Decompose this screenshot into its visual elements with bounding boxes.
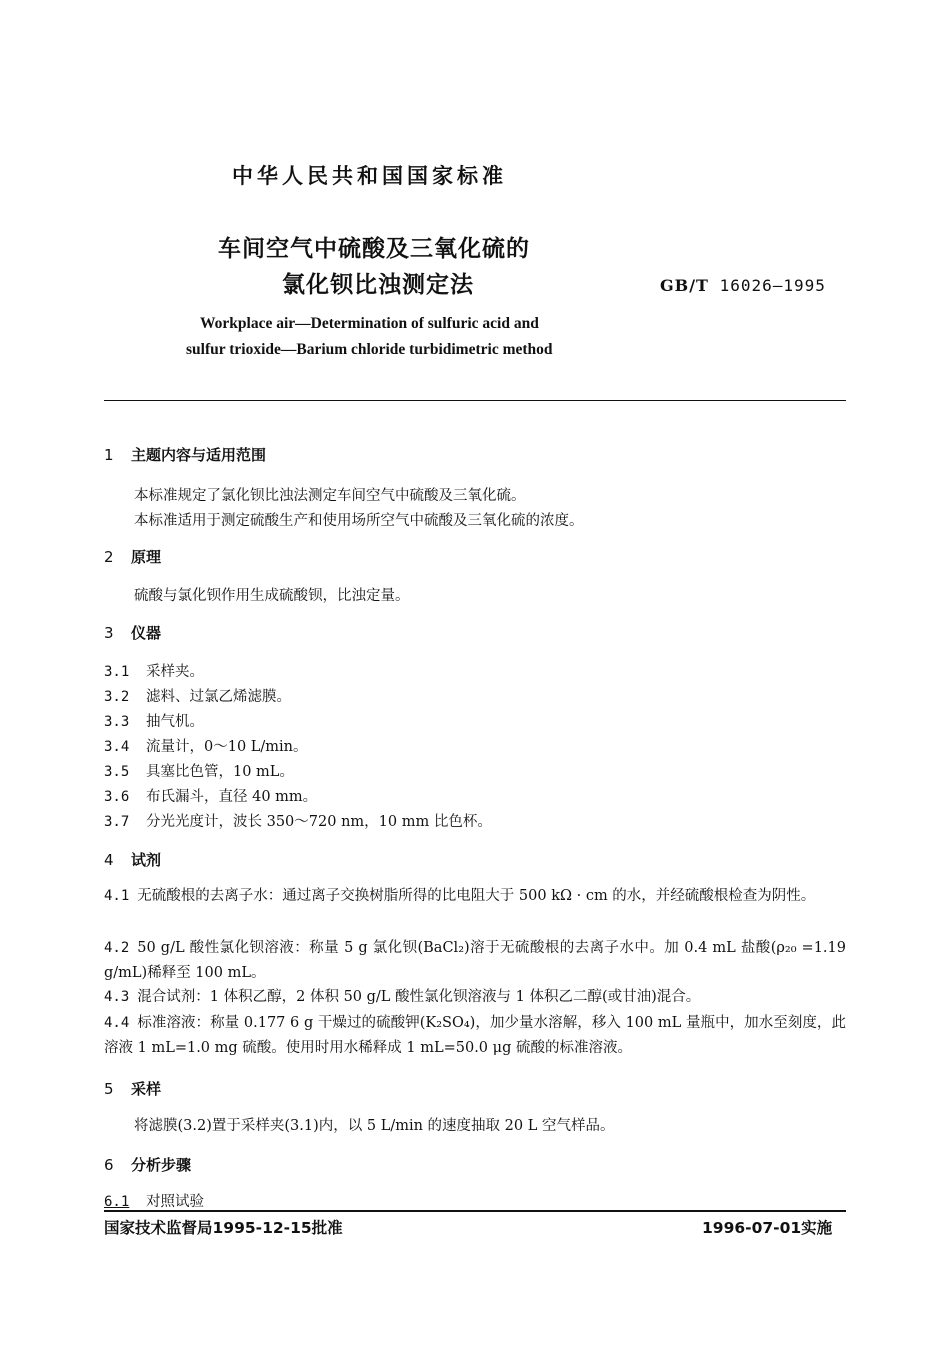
- item-number: 3.5: [104, 764, 130, 780]
- item-text: 布氏漏斗，直径 40 mm。: [146, 789, 318, 805]
- section-heading: [104, 622, 161, 643]
- item-number: 3.3: [104, 714, 130, 730]
- item-text: 流量计，0～10 L/min。: [146, 739, 308, 755]
- standard-code-prefix: GB/T: [660, 276, 709, 295]
- list-item: [104, 735, 308, 756]
- item-number: 6.1: [104, 1194, 130, 1210]
- item-text: 50 g/L 酸性氯化钡溶液：称量 5 g 氯化钡(BaCl₂)溶于无硫酸根的去离子水中。加 0.4 mL 盐酸(ρ₂₀ =1.19 g/mL)稀释至 100 mL。: [104, 940, 846, 981]
- section-number: 2: [104, 548, 114, 566]
- approval-info: 国家技术监督局1995-12-15批准: [104, 1219, 343, 1237]
- section-title: 主题内容与适用范围: [131, 446, 267, 464]
- item-text: 标准溶液：称量 0.177 6 g 干燥过的硫酸钾(K₂SO₄)，加少量水溶解，移入 100 mL 量瓶中，加水至刻度，此溶液 1 mL=1.0 mg 硫酸。使用时用水稀释成 1 mL=50.0 μg 硫酸的标准溶液。: [104, 1015, 846, 1056]
- list-item: [104, 936, 846, 986]
- subsection-heading: [104, 1190, 204, 1211]
- implementation-date: 1996-07-01实施: [702, 1219, 833, 1237]
- standard-code: [660, 276, 826, 295]
- item-text: 抽气机。: [146, 714, 204, 730]
- item-number: 3.7: [104, 814, 130, 830]
- item-text: 混合试剂：1 体积乙醇，2 体积 50 g/L 酸性氯化钡溶液与 1 体积乙二醇(或甘油)混合。: [137, 989, 701, 1005]
- item-text: 采样夹。: [146, 664, 204, 680]
- list-item: [104, 985, 846, 1010]
- section-number: 3: [104, 624, 114, 642]
- national-standard-heading: 中华人民共和国国家标准: [232, 164, 507, 188]
- list-item: [104, 785, 317, 806]
- section-title: 试剂: [131, 851, 162, 869]
- section-number: 5: [104, 1080, 114, 1098]
- item-text: 具塞比色管，10 mL。: [146, 764, 294, 780]
- paragraph: 本标准适用于测定硫酸生产和使用场所空气中硫酸及三氧化硫的浓度。: [134, 513, 584, 529]
- section-title: 采样: [131, 1080, 162, 1098]
- paragraph: 硫酸与氯化钡作用生成硫酸钡，比浊定量。: [134, 588, 410, 604]
- item-text: 对照试验: [146, 1194, 204, 1210]
- item-text: 滤料、过氯乙烯滤膜。: [146, 689, 291, 705]
- item-number: 4.1: [104, 888, 130, 904]
- list-item: [104, 760, 294, 781]
- footer-divider: [104, 1210, 846, 1212]
- section-title: 仪器: [131, 624, 162, 642]
- paragraph: 将滤膜(3.2)置于采样夹(3.1)内，以 5 L/min 的速度抽取 20 L 空气样品。: [134, 1118, 615, 1134]
- list-item: [104, 660, 204, 681]
- list-item: [104, 1011, 846, 1061]
- item-number: 4.4: [104, 1015, 130, 1031]
- list-item: [104, 884, 846, 909]
- section-number: 1: [104, 446, 114, 464]
- item-number: 4.3: [104, 989, 130, 1005]
- section-heading: [104, 1154, 191, 1175]
- document-title-line1: 车间空气中硫酸及三氧化硫的: [218, 236, 530, 262]
- list-item: [104, 685, 291, 706]
- item-text: 无硫酸根的去离子水：通过离子交换树脂所得的比电阻大于 500 kΩ · cm 的水，并经硫酸根检查为阴性。: [137, 888, 816, 904]
- standard-code-number: 16026—1995: [719, 276, 826, 295]
- paragraph: 本标准规定了氯化钡比浊法测定车间空气中硫酸及三氧化硫。: [134, 488, 526, 504]
- section-title: 分析步骤: [131, 1156, 192, 1174]
- section-heading: [104, 546, 161, 567]
- item-number: 3.6: [104, 789, 130, 805]
- section-number: 4: [104, 851, 114, 869]
- item-number: 3.4: [104, 739, 130, 755]
- section-heading: [104, 1078, 161, 1099]
- english-title-line1: Workplace air—Determination of sulfuric acid and: [200, 315, 539, 332]
- item-number: 3.1: [104, 664, 130, 680]
- section-number: 6: [104, 1156, 114, 1174]
- list-item: [104, 710, 204, 731]
- document-title-line2: 氯化钡比浊测定法: [282, 272, 474, 298]
- item-number: 4.2: [104, 940, 130, 956]
- item-text: 分光光度计，波长 350～720 nm，10 mm 比色杯。: [146, 814, 492, 830]
- header-divider: [104, 400, 846, 401]
- section-heading: [104, 444, 266, 465]
- list-item: [104, 810, 492, 831]
- section-title: 原理: [131, 548, 162, 566]
- item-number: 3.2: [104, 689, 130, 705]
- section-heading: [104, 849, 161, 870]
- english-title-line2: sulfur trioxide—Barium chloride turbidimetric method: [186, 341, 553, 358]
